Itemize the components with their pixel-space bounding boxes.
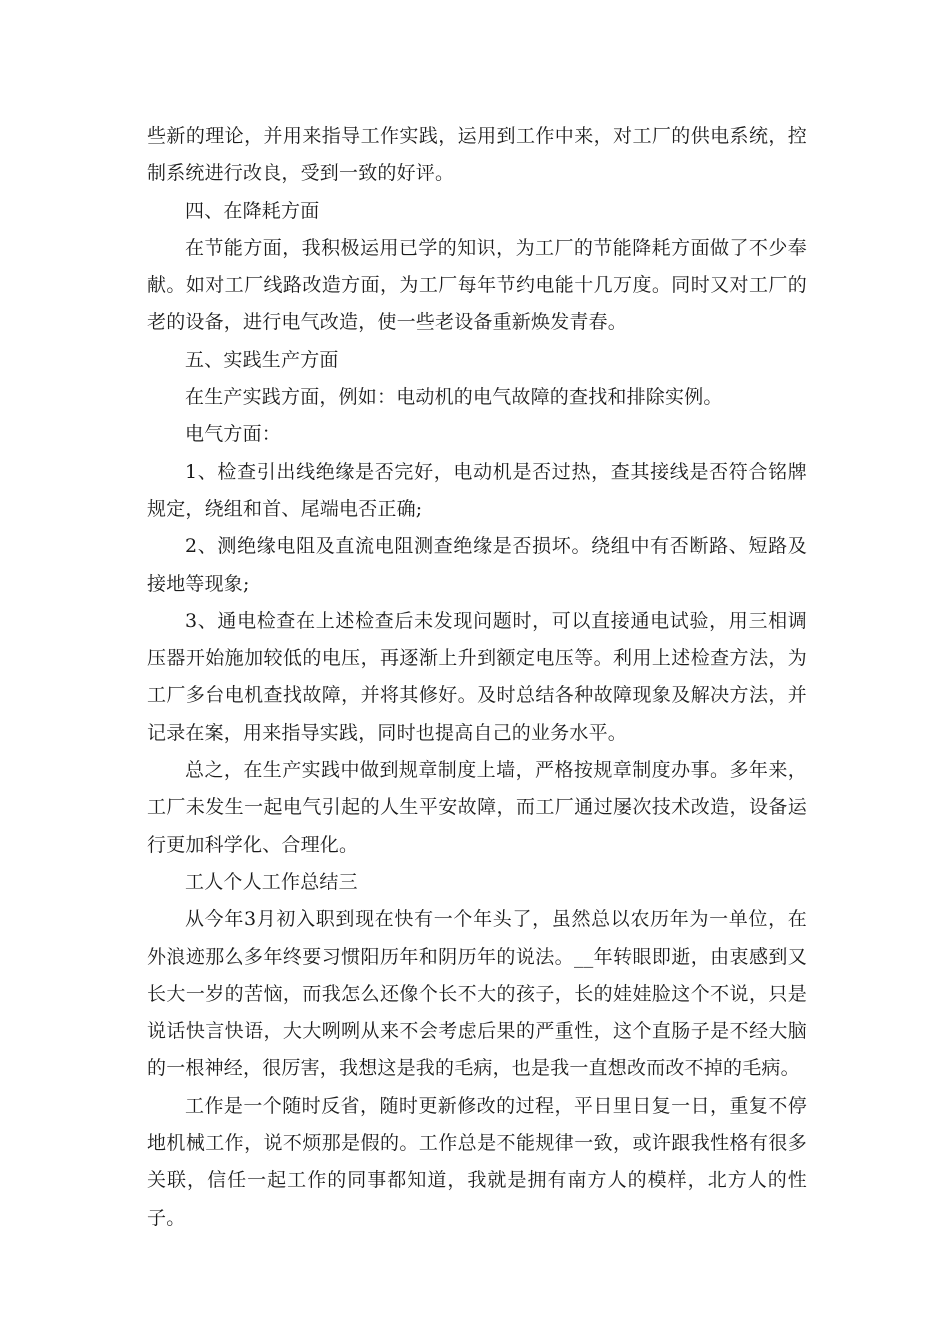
paragraph-continuation: 些新的理论，并用来指导工作实践，运用到工作中来，对工厂的供电系统，控制系统进行改良，受到一致的好评。	[147, 125, 807, 185]
section-heading-energy-saving: 四、在降耗方面	[185, 199, 320, 222]
section-heading-production-practice: 五、实践生产方面	[185, 348, 339, 371]
paragraph-summary: 总之，在生产实践中做到规章制度上墙，严格按规章制度办事。多年来，工厂未发生一起电气引起的人生平安故障，而工厂通过屡次技术改造，设备运行更加科学化、合理化。	[147, 759, 807, 856]
list-item-3: 3、通电检查在上述检查后未发现问题时，可以直接通电试验，用三相调压器开始施加较低的电压，再逐渐上升到额定电压等。利用上述检查方法，为工厂多台电机查找故障，并将其修好。及时总结各种故障现象及解决方法，并记录在案，用来指导实践，同时也提高自己的业务水平。	[147, 609, 807, 744]
subheading-electrical: 电气方面：	[185, 423, 282, 446]
paragraph-energy-saving: 在节能方面，我积极运用已学的知识，为工厂的节能降耗方面做了不少奉献。如对工厂线路改造方面，为工厂每年节约电能十几万度。同时又对工厂的老的设备，进行电气改造，使一些老设备重新焕发青春。	[147, 236, 807, 334]
section-title-summary-three: 工人个人工作总结三	[185, 870, 358, 893]
paragraph-work-reflection: 工作是一个随时反省，随时更新修改的过程，平日里日复一日，重复不停地机械工作，说不烦那是假的。工作总是不能规律一致，或许跟我性格有很多关联，信任一起工作的同事都知道，我就是拥有南方人的模样，北方人的性子。	[147, 1094, 807, 1229]
list-item-2: 2、测绝缘电阻及直流电阻测查绝缘是否损坏。绕组中有否断路、短路及接地等现象;	[147, 535, 807, 595]
paragraph-personal-intro: 从今年3月初入职到现在快有一个年头了，虽然总以农历年为一单位，在外浪迹那么多年终要习惯阳历年和阴历年的说法。__年转眼即逝，由衷感到又长大一岁的苦恼，而我怎么还像个长不大的孩子，长的娃娃脸这个不说，只是说话快言快语，大大咧咧从来不会考虑后果的严重性，这个直肠子是不经大脑的一根神经，很厉害，我想这是我的毛病，也是我一直想改而改不掉的毛病。	[147, 908, 807, 1080]
paragraph-production-intro: 在生产实践方面，例如：电动机的电气故障的查找和排除实例。	[185, 386, 723, 409]
list-item-1: 1、检查引出线绝缘是否完好，电动机是否过热，查其接线是否符合铭牌规定，绕组和首、尾端电否正确;	[147, 460, 807, 520]
document-body	[147, 118, 807, 1237]
